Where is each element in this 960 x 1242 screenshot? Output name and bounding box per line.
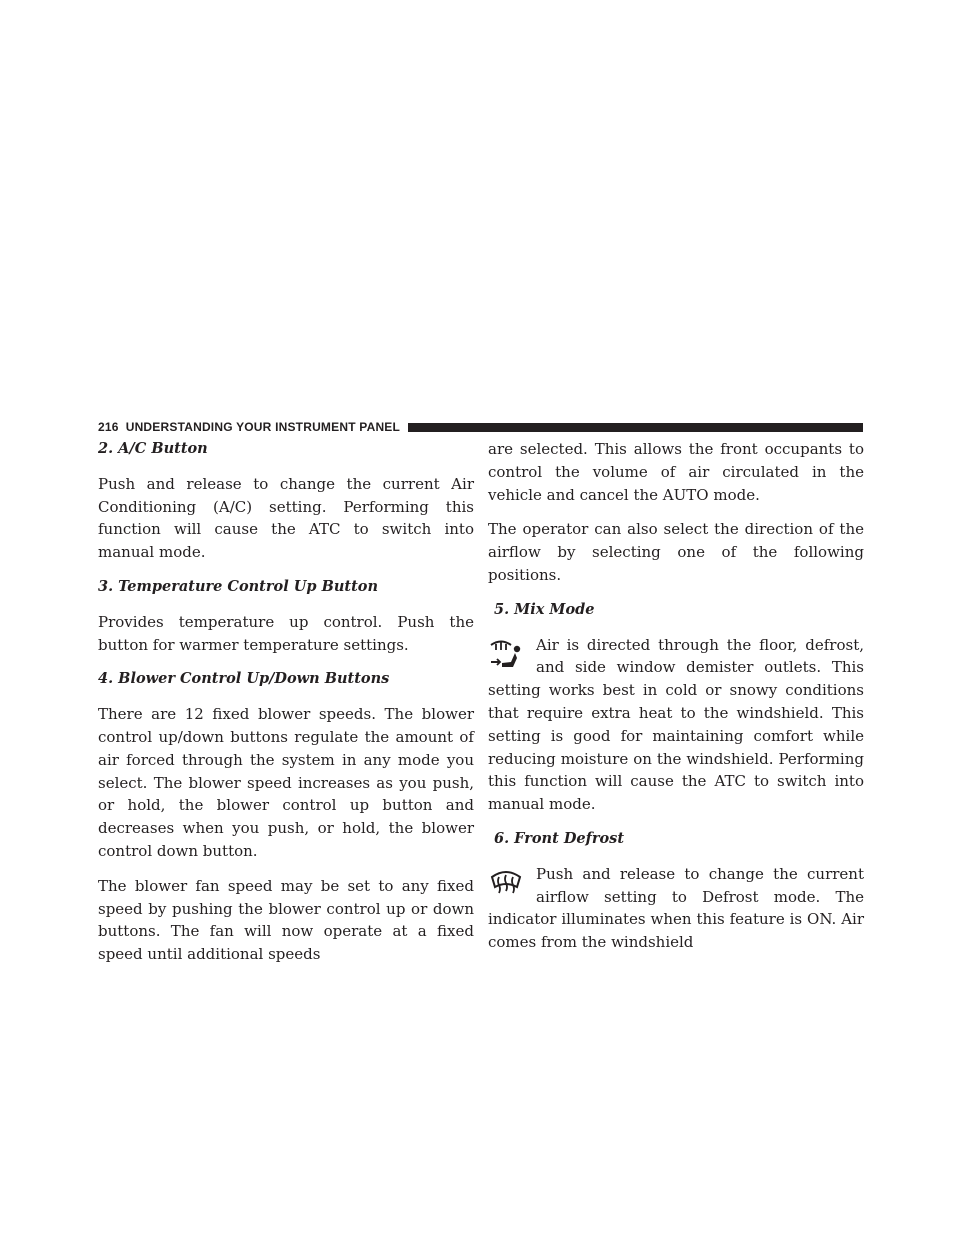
- mix-mode-icon: [488, 636, 526, 672]
- para-ac-button: Push and release to change the current Air Conditioning (A/C) setting. Performing this function will cause the ATC to switch into manual mode.: [98, 474, 474, 562]
- right-column: [488, 438, 864, 966]
- para-blower-fixed-speed: The blower fan speed may be set to any fixed speed by pushing the blower control up or down buttons. The fan will now operate at a fixed speed until additional speeds: [98, 876, 474, 964]
- left-column: [98, 438, 474, 978]
- page-header: [98, 420, 863, 434]
- heading-front-defrost: 6. Front Defrost: [494, 829, 625, 847]
- header-rule: [408, 423, 863, 432]
- para-airflow-direction: The operator can also select the direction of the airflow by selecting one of the following positions.: [488, 520, 864, 584]
- mix-mode-block: [488, 634, 864, 816]
- para-mix-mode: Air is directed through the floor, defrost, and side window demister outlets. This setting works best in cold or snowy conditions that require extra heat to the windshield. This setting is good for maintaining comfort while reducing moisture on the windshield. Performing this function will cause the ATC to switch into manual mode.: [488, 635, 864, 814]
- para-blower-speeds: There are 12 fixed blower speeds. The blower control up/down buttons regulate the amount of air forced through the system in any mode you select. The blower speed increases as you push, or hold, the blower control up button and decreases when you push, or hold, the blower control down button.: [98, 705, 474, 860]
- para-continued: are selected. This allows the front occupants to control the volume of air circulated in the vehicle and cancel the AUTO mode.: [488, 440, 864, 504]
- page-number: 216: [98, 420, 119, 434]
- heading-temperature-up: 3. Temperature Control Up Button: [98, 577, 378, 595]
- para-temperature-up: Provides temperature up control. Push the button for warmer temperature settings.: [98, 612, 474, 654]
- front-defrost-block: [488, 863, 864, 954]
- section-title: UNDERSTANDING YOUR INSTRUMENT PANEL: [125, 420, 401, 434]
- para-front-defrost: Push and release to change the current airflow setting to Defrost mode. The indicator illuminates when this feature is ON. Air comes from the windshield: [488, 864, 864, 952]
- front-defrost-icon: [488, 865, 526, 901]
- page-number-and-title: [98, 420, 400, 434]
- heading-ac-button: 2. A/C Button: [98, 440, 208, 457]
- heading-blower-control: 4. Blower Control Up/Down Buttons: [98, 670, 390, 688]
- heading-mix-mode: 5. Mix Mode: [494, 600, 595, 618]
